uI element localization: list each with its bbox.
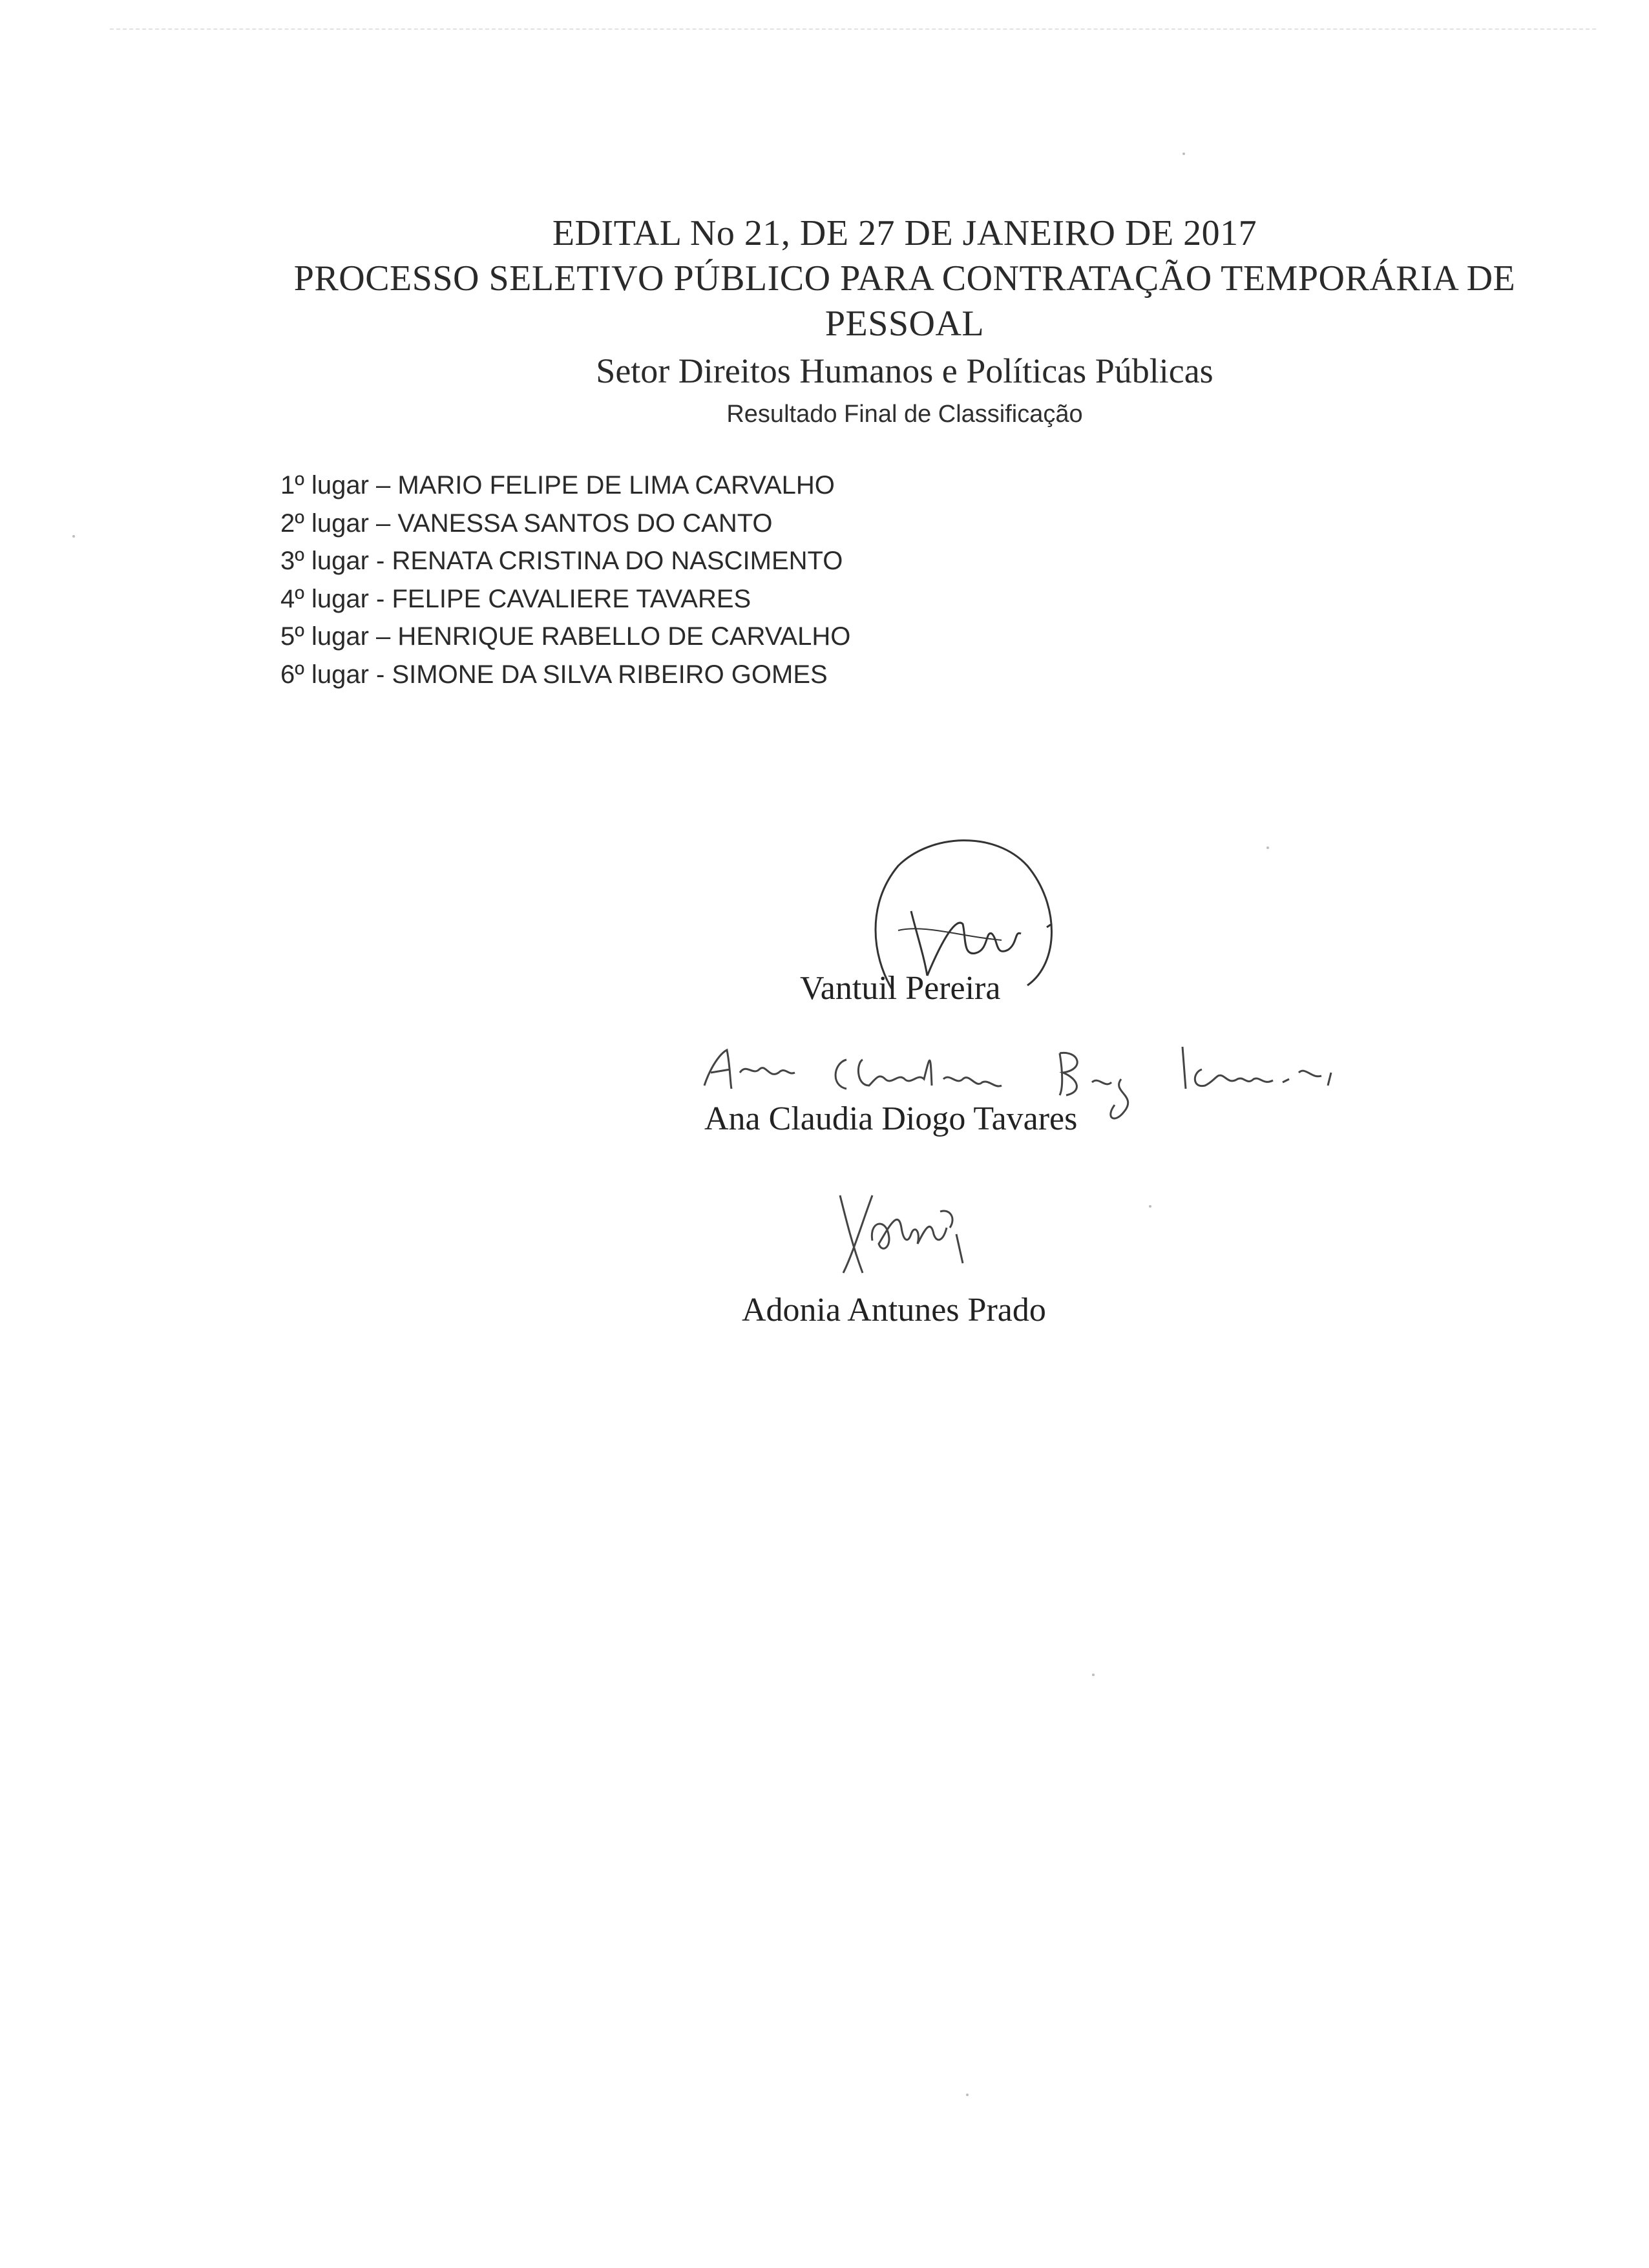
scan-speck <box>1266 846 1269 849</box>
scan-speck <box>966 2094 969 2096</box>
ranking-item: 4º lugar - FELIPE CAVALIERE TAVARES <box>280 584 751 613</box>
ranking-item: 5º lugar – HENRIQUE RABELLO DE CARVALHO <box>280 622 851 651</box>
scan-edge-line <box>110 28 1596 30</box>
scan-speck <box>1092 1674 1095 1676</box>
signatory-name-adonia: Adonia Antunes Prado <box>742 1292 1046 1328</box>
ranking-list <box>280 467 850 693</box>
scan-speck <box>1182 152 1185 155</box>
signatory-name-vantuil: Vantuil Pereira <box>800 970 1001 1007</box>
ranking-item: 3º lugar - RENATA CRISTINA DO NASCIMENTO <box>280 547 843 575</box>
ranking-item: 6º lugar - SIMONE DA SILVA RIBEIRO GOMES <box>280 660 828 689</box>
process-title: PROCESSO SELETIVO PÚBLICO PARA CONTRATAÇÃO TEMPORÁRIA DE <box>293 258 1516 299</box>
scan-speck <box>72 535 75 538</box>
signatory-name-ana-claudia: Ana Claudia Diogo Tavares <box>704 1100 1078 1137</box>
scan-speck <box>1149 1205 1151 1208</box>
signature-adonia <box>827 1182 982 1286</box>
handwritten-signature-adonia <box>827 1182 982 1286</box>
document-header <box>194 211 1615 430</box>
edital-title: EDITAL No 21, DE 27 DE JANEIRO DE 2017 <box>552 213 1257 253</box>
process-title-continuation: PESSOAL <box>824 304 985 344</box>
sector-title: Setor Direitos Humanos e Políticas Públicas <box>596 352 1213 390</box>
ranking-item: 1º lugar – MARIO FELIPE DE LIMA CARVALHO <box>280 471 835 499</box>
result-label: Resultado Final de Classificação <box>726 401 1083 428</box>
ranking-item: 2º lugar – VANESSA SANTOS DO CANTO <box>280 509 773 538</box>
